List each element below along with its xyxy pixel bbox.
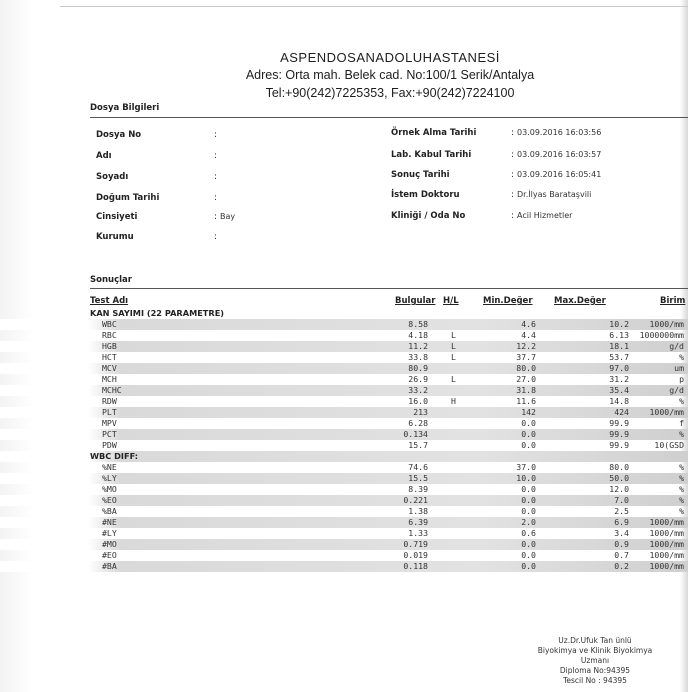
test-value: 8.39 <box>408 484 428 494</box>
test-value: 1.33 <box>408 528 428 538</box>
table-row <box>0 506 688 517</box>
requesting-doctor-colon: : <box>511 190 514 200</box>
table-row <box>0 561 688 572</box>
results-title: Sonuçlar <box>90 275 132 285</box>
table-row <box>0 528 688 539</box>
test-min: 0.0 <box>521 484 536 494</box>
test-min: 142 <box>521 407 536 417</box>
test-min: 4.6 <box>521 319 536 329</box>
test-value: 15.7 <box>408 440 428 450</box>
table-row <box>0 352 688 363</box>
test-value: 26.9 <box>408 374 428 384</box>
test-min: 80.0 <box>516 363 536 373</box>
signer-title: Uzmanı <box>580 656 610 665</box>
test-value: 80.9 <box>408 363 428 373</box>
results-group-row <box>0 308 688 319</box>
test-name: HGB <box>102 341 117 351</box>
table-row <box>0 418 688 429</box>
results-table <box>0 308 688 572</box>
test-max: 6.13 <box>609 330 629 340</box>
test-max: 14.8 <box>609 396 629 406</box>
test-value: 33.8 <box>408 352 428 362</box>
test-max: 424 <box>614 407 629 417</box>
file-info-divider <box>90 117 688 118</box>
requesting-doctor-label: İstem Doktoru <box>391 190 460 200</box>
table-row <box>0 330 688 341</box>
test-value: 74.6 <box>408 462 428 472</box>
test-unit: % <box>679 462 684 472</box>
test-name: PCT <box>102 429 117 439</box>
test-flag: L <box>451 374 456 384</box>
test-name: MCH <box>102 374 117 384</box>
test-value: 11.2 <box>408 341 428 351</box>
table-row <box>0 495 688 506</box>
test-max: 10.2 <box>609 319 629 329</box>
test-value: 0.221 <box>403 495 428 505</box>
file-info-title: Dosya Bilgileri <box>90 103 160 113</box>
test-max: 6.9 <box>614 517 629 527</box>
file-no-label: Dosya No <box>96 130 142 140</box>
test-name: %EO <box>102 495 117 505</box>
test-min: 4.4 <box>521 330 536 340</box>
test-name: WBC <box>102 319 117 329</box>
last-name-colon: : <box>214 172 217 182</box>
test-unit: 10(GSD <box>654 440 684 450</box>
test-max: 53.7 <box>609 352 629 362</box>
test-max: 7.0 <box>614 495 629 505</box>
test-unit: % <box>679 484 684 494</box>
test-name: HCT <box>102 352 117 362</box>
test-min: 12.2 <box>516 341 536 351</box>
test-min: 27.0 <box>516 374 536 384</box>
first-name-label: Adı <box>96 151 112 161</box>
test-name: %MO <box>102 484 117 494</box>
test-value: 213 <box>413 407 428 417</box>
results-divider <box>90 288 688 289</box>
test-max: 80.0 <box>609 462 629 472</box>
test-unit: % <box>679 429 684 439</box>
institution-label: Kurumu <box>96 232 134 242</box>
test-max: 99.9 <box>609 418 629 428</box>
test-min: 0.0 <box>521 539 536 549</box>
table-row <box>0 385 688 396</box>
test-name: %NE <box>102 462 117 472</box>
test-unit: f <box>679 418 684 428</box>
test-unit: 1000/mm <box>649 539 684 549</box>
table-row <box>0 440 688 451</box>
test-min: 0.0 <box>521 561 536 571</box>
clinic-room-colon: : <box>511 211 514 221</box>
sample-date-label: Örnek Alma Tarihi <box>391 128 477 138</box>
test-min: 11.6 <box>516 396 536 406</box>
clinic-room-value: Acil Hizmetler <box>517 211 573 220</box>
test-max: 0.9 <box>614 539 629 549</box>
test-value: 0.134 <box>403 429 428 439</box>
test-max: 31.2 <box>609 374 629 384</box>
test-unit: 1000/mm <box>649 407 684 417</box>
requesting-doctor-value: Dr.İlyas Barataşvili <box>517 190 592 199</box>
test-value: 0.118 <box>403 561 428 571</box>
test-max: 18.1 <box>609 341 629 351</box>
signature-block <box>520 636 670 686</box>
lab-accept-date-colon: : <box>511 150 514 160</box>
institution-colon: : <box>214 232 217 242</box>
test-unit: 1000/mm <box>649 561 684 571</box>
test-unit: % <box>679 352 684 362</box>
test-name: MPV <box>102 418 117 428</box>
birth-date-label: Doğum Tarihi <box>96 193 160 203</box>
col-value: Bulgular <box>395 296 436 306</box>
test-unit: 1000/mm <box>649 517 684 527</box>
test-name: RDW <box>102 396 117 406</box>
gender-value: Bay <box>220 212 236 221</box>
signer-diploma: Diploma No:94395 <box>559 666 631 675</box>
test-value: 16.0 <box>408 396 428 406</box>
test-unit: 1000/mm <box>649 528 684 538</box>
test-unit: % <box>679 506 684 516</box>
test-min: 2.0 <box>521 517 536 527</box>
test-value: 15.5 <box>408 473 428 483</box>
sample-date-value: 03.09.2016 16:03:56 <box>517 128 602 137</box>
test-max: 12.0 <box>609 484 629 494</box>
test-flag: L <box>451 341 456 351</box>
scan-top-edge <box>60 6 688 7</box>
test-unit: 1000/mm <box>649 550 684 560</box>
test-name: PDW <box>102 440 117 450</box>
test-max: 99.9 <box>609 440 629 450</box>
test-min: 0.0 <box>521 506 536 516</box>
test-flag: L <box>451 352 456 362</box>
test-value: 0.719 <box>403 539 428 549</box>
col-hl: H/L <box>443 296 459 306</box>
test-min: 37.7 <box>516 352 536 362</box>
test-min: 0.0 <box>521 418 536 428</box>
signer-registration: Tescil No : 94395 <box>563 676 627 685</box>
test-name: RBC <box>102 330 117 340</box>
col-unit: Birim <box>660 296 686 306</box>
test-max: 99.9 <box>609 429 629 439</box>
test-name: #EO <box>102 550 117 560</box>
test-name: %BA <box>102 506 117 516</box>
gender-colon: : <box>214 212 217 222</box>
test-value: 1.38 <box>408 506 428 516</box>
test-max: 3.4 <box>614 528 629 538</box>
test-name: #MO <box>102 539 117 549</box>
col-max: Max.Değer <box>554 296 606 306</box>
signer-department: Biyokimya ve Klinik Biyokimya <box>537 646 653 655</box>
result-date-label: Sonuç Tarihi <box>391 170 450 180</box>
test-unit: % <box>679 495 684 505</box>
group-name: KAN SAYIMI (22 PARAMETRE) <box>90 308 225 318</box>
test-max: 0.7 <box>614 550 629 560</box>
result-date-colon: : <box>511 170 514 180</box>
hospital-name: ASPENDOSANADOLUHASTANESİ <box>280 50 500 65</box>
birth-date-colon: : <box>214 193 217 203</box>
test-min: 0.0 <box>521 440 536 450</box>
table-row <box>0 484 688 495</box>
test-unit: 1000000mm <box>639 330 684 340</box>
test-min: 0.0 <box>521 429 536 439</box>
group-name: WBC DIFF: <box>90 451 138 461</box>
table-row <box>0 396 688 407</box>
test-name: %LY <box>102 473 117 483</box>
col-min: Min.Değer <box>483 296 533 306</box>
test-value: 0.019 <box>403 550 428 560</box>
hospital-contact: Tel:+90(242)7225353, Fax:+90(242)7224100 <box>265 86 515 100</box>
table-row <box>0 550 688 561</box>
table-row <box>0 319 688 330</box>
table-row <box>0 363 688 374</box>
sample-date-colon: : <box>511 128 514 138</box>
col-test-name: Test Adı <box>90 296 129 306</box>
test-unit: p <box>679 374 684 384</box>
table-row <box>0 473 688 484</box>
test-max: 35.4 <box>609 385 629 395</box>
table-row <box>0 341 688 352</box>
gender-label: Cinsiyeti <box>96 212 138 222</box>
test-unit: um <box>674 363 684 373</box>
hospital-address: Adres: Orta mah. Belek cad. No:100/1 Serik/Antalya <box>245 68 535 82</box>
test-max: 2.5 <box>614 506 629 516</box>
table-row <box>0 374 688 385</box>
test-max: 97.0 <box>609 363 629 373</box>
signer-name: Uz.Dr.Ufuk Tan ünlü <box>558 636 632 645</box>
test-value: 33.2 <box>408 385 428 395</box>
test-name: MCHC <box>102 385 122 395</box>
test-unit: g/d <box>669 385 684 395</box>
last-name-label: Soyadı <box>96 172 129 182</box>
test-unit: 1000/mm <box>649 319 684 329</box>
test-name: MCV <box>102 363 117 373</box>
test-min: 0.0 <box>521 495 536 505</box>
test-unit: % <box>679 396 684 406</box>
test-name: #LY <box>102 528 117 538</box>
test-unit: % <box>679 473 684 483</box>
table-row <box>0 407 688 418</box>
lab-accept-date-value: 03.09.2016 16:03:57 <box>517 150 602 159</box>
test-unit: g/d <box>669 341 684 351</box>
test-flag: L <box>451 330 456 340</box>
table-row <box>0 462 688 473</box>
result-date-value: 03.09.2016 16:05:41 <box>517 170 602 179</box>
results-group-row <box>0 451 688 462</box>
test-min: 10.0 <box>516 473 536 483</box>
test-value: 6.39 <box>408 517 428 527</box>
test-value: 8.58 <box>408 319 428 329</box>
test-min: 0.6 <box>521 528 536 538</box>
test-name: PLT <box>102 407 117 417</box>
results-header-row <box>90 296 688 308</box>
report-header <box>190 50 590 104</box>
test-min: 0.0 <box>521 550 536 560</box>
table-row <box>0 429 688 440</box>
table-row <box>0 539 688 550</box>
first-name-colon: : <box>214 151 217 161</box>
test-flag: H <box>451 396 456 406</box>
test-max: 0.2 <box>614 561 629 571</box>
test-name: #BA <box>102 561 117 571</box>
test-min: 31.8 <box>516 385 536 395</box>
clinic-room-label: Kliniği / Oda No <box>391 211 466 221</box>
test-min: 37.0 <box>516 462 536 472</box>
test-value: 6.28 <box>408 418 428 428</box>
table-row <box>0 517 688 528</box>
test-name: #NE <box>102 517 117 527</box>
test-value: 4.18 <box>408 330 428 340</box>
test-max: 50.0 <box>609 473 629 483</box>
lab-accept-date-label: Lab. Kabul Tarihi <box>391 150 472 160</box>
file-no-colon: : <box>214 130 217 140</box>
